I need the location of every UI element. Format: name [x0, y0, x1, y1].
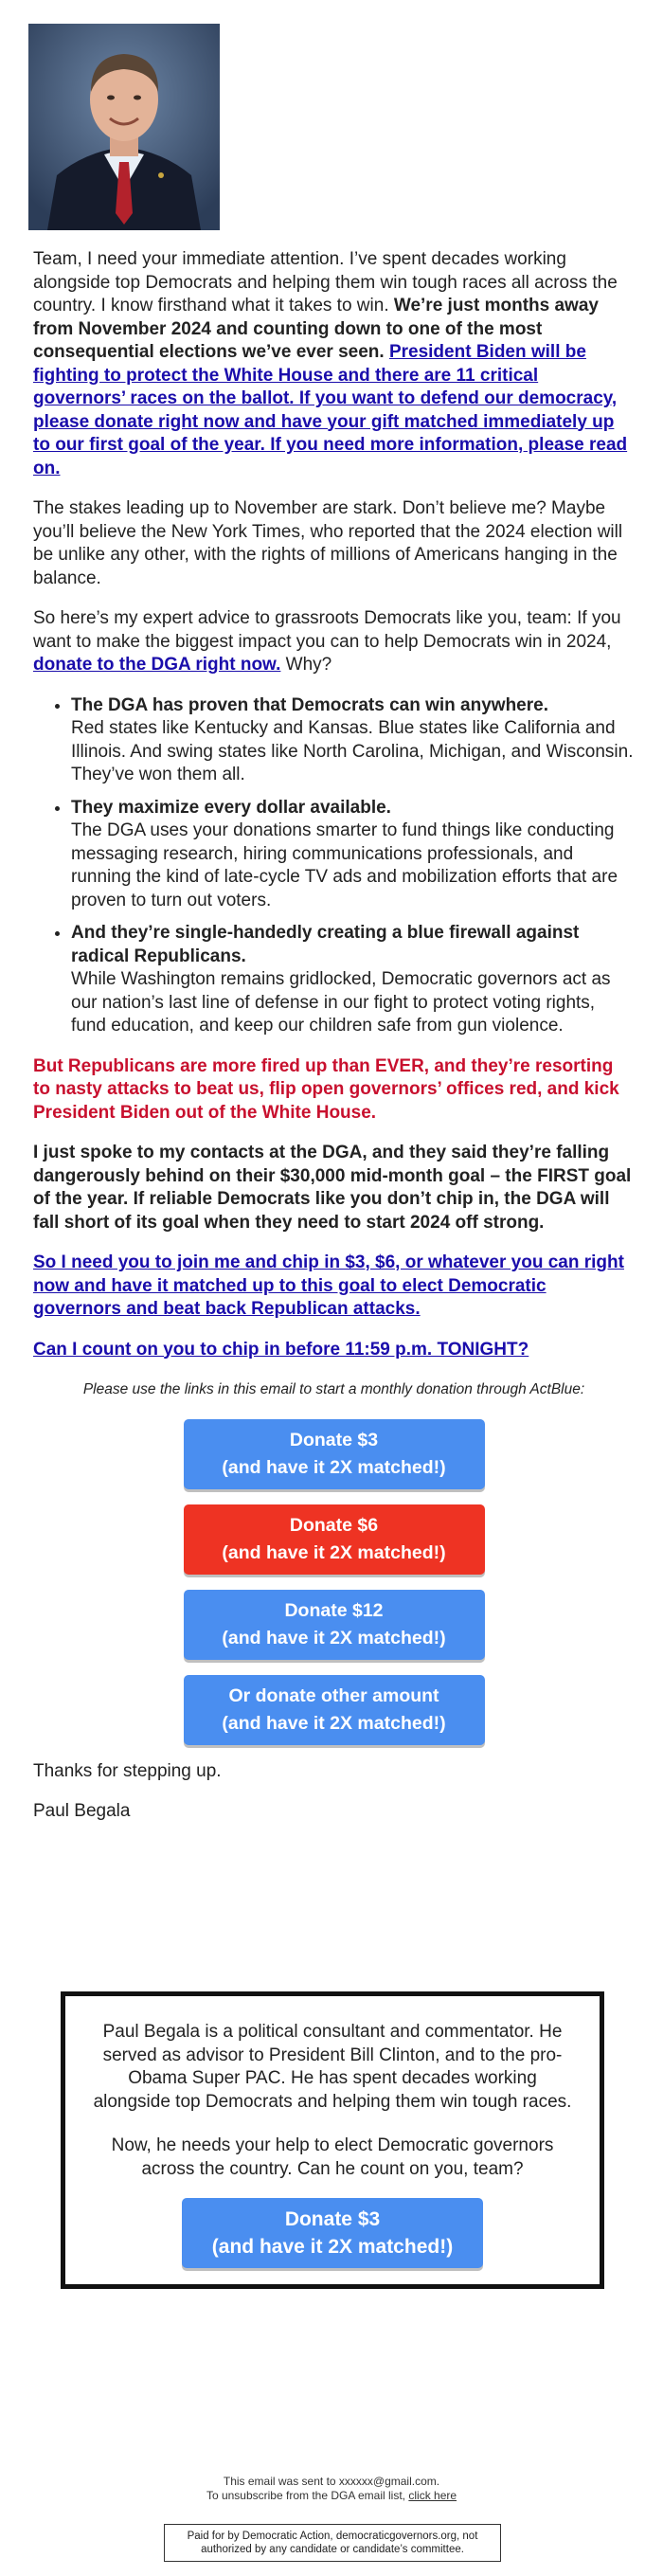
bio-donate-3-button[interactable]	[182, 2198, 483, 2268]
sent-to-line	[0, 2475, 663, 2489]
intro-donate-link[interactable]: President Biden will be fighting to protect the White House and there are 11 critical governors’ races on the ballot. If you want to defend our democracy, please donate right now and have your gift matched immediately up to our first goal of the year. If you need more information, please read on.	[33, 342, 628, 478]
button-amount: Donate $6	[289, 1514, 379, 1536]
unsubscribe-link[interactable]: click here	[408, 2489, 457, 2502]
tonight-link[interactable]: Can I count on you to chip in before 11:59 p.m. TONIGHT?	[33, 1339, 529, 1360]
actblue-note: Please use the links in this email to start a monthly donation through ActBlue:	[82, 1381, 585, 1397]
list-item	[71, 694, 635, 787]
list-item-title: • The DGA has proven that Democrats can win anywhere.	[71, 694, 548, 715]
donate-6-button[interactable]	[184, 1504, 485, 1575]
reasons-list	[33, 694, 635, 1038]
button-amount: Or donate other amount	[228, 1684, 439, 1706]
portrait-illustration	[28, 24, 220, 230]
list-item-body: Red states like Kentucky and Kansas. Blue states like California and Illinois. And swing states like North Carolina, Michigan, and Wisconsin. They’ve won them all.	[71, 718, 634, 784]
button-amount: Donate $3	[289, 1429, 379, 1450]
list-item-body: The DGA uses your donations smarter to fund things like conducting messaging research, hiring communications professionals, and running the kind of late-cycle TV ads and mobilization efforts that are proven to turn out voters.	[71, 820, 618, 910]
bio-box	[61, 1991, 604, 2289]
list-item-title: • They maximize every dollar available.	[71, 797, 391, 818]
advice-after: Why?	[280, 655, 332, 675]
republicans-warning: But Republicans are more fired up than EVER, and they’re resorting to nasty attacks to beat us, flip open governors’ offices red, and kick President Biden out of the White House.	[33, 1055, 619, 1123]
goal-paragraph	[33, 1142, 635, 1234]
stakes-paragraph: The stakes leading up to November are stark. Don’t believe me? Maybe you’ll believe the New York Times, who reported that the 2024 election will be unlike any other, with the rights of millions of Americans hanging in the balance.	[33, 498, 623, 588]
intro-text: Team, I need your immediate attention. I’ve spent decades working alongside top Democrats and helping them win tough races all across the country. I know firsthand what it takes to win.	[33, 249, 618, 315]
goal-text: I just spoke to my contacts at the DGA, and they said they’re falling dangerously behind on their $30,000 mid-month goal – the FIRST goal of the year. If reliable Democrats like you don’t chip in, the DGA will fall short of its goal when they need to start 2024 off strong.	[33, 1143, 632, 1233]
list-item-body: While Washington remains gridlocked, Democratic governors act as our nation’s last line of defense in our fight to protect voting rights, fund education, and keep our children safe from gun violence.	[71, 969, 611, 1036]
donate-dga-link[interactable]: donate to the DGA right now.	[33, 655, 281, 675]
intro-paragraph	[33, 248, 635, 480]
donate-12-button[interactable]	[184, 1590, 485, 1660]
advice-paragraph	[33, 607, 635, 677]
button-match: (and have it 2X matched!)	[211, 2236, 454, 2258]
bio-paragraph: Paul Begala is a political consultant and commentator. He served as advisor to President Bill Clinton, and to the pro-Obama Super PAC. He has spent decades working alongside top Democrats and helping them win tough races.	[93, 2022, 572, 2112]
recipient-email: xxxxxx@gmail.com	[338, 2475, 437, 2488]
donate-3-button[interactable]	[184, 1419, 485, 1489]
button-match: (and have it 2X matched!)	[222, 1456, 446, 1478]
unsubscribe-line	[0, 2489, 663, 2503]
button-match: (and have it 2X matched!)	[222, 1712, 446, 1734]
list-item	[71, 797, 635, 913]
sent-suffix: .	[436, 2475, 440, 2488]
intro-bold: We’re just months away from November 2024 and counting down to one of the most consequential elections we’ve ever seen.	[33, 296, 599, 362]
list-item-title: • And they’re single-handedly creating a blue firewall against radical Republicans.	[71, 923, 580, 966]
paid-for-disclaimer: Paid for by Democratic Action, democraticgovernors.org, not authorized by any candidate or candidate’s committee.	[164, 2524, 501, 2562]
bio-ask: Now, he needs your help to elect Democratic governors across the country. Can he count on you, team?	[111, 2135, 554, 2179]
chip-in-link[interactable]: So I need you to join me and chip in $3, $6, or whatever you can right now and have it matched up to this goal to elect Democratic governors and beat back Republican attacks.	[33, 1252, 624, 1319]
signature: Paul Begala	[33, 1801, 131, 1821]
button-match: (and have it 2X matched!)	[222, 1541, 446, 1563]
button-amount: Donate $3	[284, 2208, 381, 2230]
button-amount: Donate $12	[284, 1599, 384, 1621]
unsubscribe-prefix: To unsubscribe from the DGA email list,	[206, 2489, 409, 2502]
closing-line: Thanks for stepping up.	[33, 1760, 222, 1781]
donate-other-button[interactable]	[184, 1675, 485, 1745]
advice-text: So here’s my expert advice to grassroots Democrats like you, team: If you want to make the biggest impact you can to help Democrats win in 2024,	[33, 608, 621, 652]
sent-prefix: This email was sent to	[223, 2475, 339, 2488]
chip-in-paragraph	[33, 1252, 635, 1322]
list-item	[71, 922, 635, 1038]
tonight-paragraph	[33, 1339, 635, 1362]
footer	[0, 2475, 663, 2503]
button-match: (and have it 2X matched!)	[222, 1627, 446, 1648]
portrait-photo	[28, 24, 220, 230]
email-body	[33, 248, 635, 1841]
